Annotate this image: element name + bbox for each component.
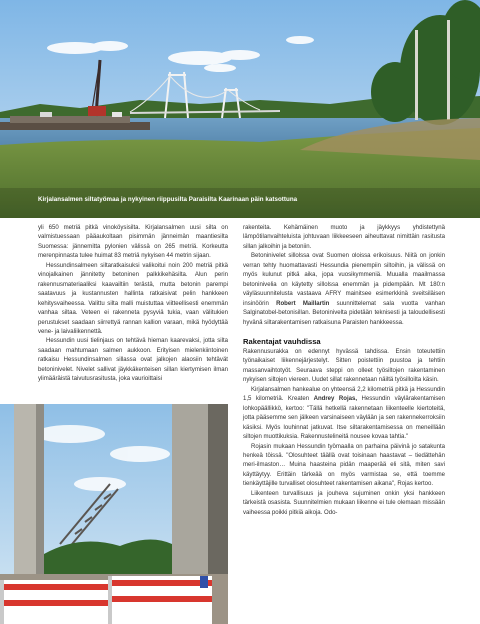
paragraph-text: suunnittelemat sala vuotta vanhan Salginatobel-betonisillan. Betoninivelta pidetään teknisesti ja taloudellisesti hyvänä siltarakentamisen ratkaisuna Paraisten hankkeessa.	[243, 300, 445, 326]
photo-caption: Kirjalansalmen siltatyömaa ja nykyinen riippusilta Paraisilta Kaarinaan päin katsottuna	[38, 196, 298, 203]
section-heading: Rakentajat vauhdissa	[243, 336, 321, 346]
hero-photo	[0, 0, 480, 218]
paragraph-text: Betoninivelet sillolssa ovat Suomen oloissa erikoisuus. Niitä on jonkin verran tehty huomattavasti Hessundia pienempiin siltoihin, ja välissä on myös kulunut pitkä aika, jopa vuosikymmeniä. Muualla maailmassa betoninivelia on käytetty sillolssa enemmän ja pidempään. Mt 180:n väyläsuunnitelusta vastaava AFRY mainitsee esimerkkinä sveitsiläisen insinöörin	[243, 253, 445, 307]
construction-site-illustration	[0, 404, 228, 624]
traffic-barriers	[0, 576, 212, 624]
paragraph: Liikenteen turvallisuus ja jouheva sujuminen onkin yksi hankkeen tärkeistä osasista. Suunnitelmien mukaan liikenne ei tule olemaan missään vaiheessa poikki pitkiä aikoja. Odo-	[243, 490, 445, 516]
construction-photo	[0, 404, 228, 624]
paragraph-text: Hessundin väylärakentamisen lohkopäällikkö, kertoo: "Tällä hetkellä rakennetaan liikenteelle kiertoteitä, jotta pääsemme sen jälkeen varsinaiseen väylään ja sen rakennekerroksiin käsiksi. Myös louhinnat jatkuvat. Itse siltarakentamisessa on meneillään siltojen muottikuksia. Rakennustelineitä nousee kovaa tahtia."	[243, 396, 445, 441]
paragraph: Hessundinsalmeen siltaratkaisuksi valikoitui noin 200 metriä pitkä vinojalkainen jännitetty betoninen palkkikehäsilta. Alun perin rakennusmateriaaliksi kaavailtiin terästä, mutta betonin parempi saatavuus ja kustannusten hallinta ratkaisivat pelin hankkeen kehitysvaiheessa. Valittu silta malli muistuttaa viitteellisesti enemmän vanhaa siltaa. Veteen ei rakenneta pysyviä tukia, vaan välitukien perustukset saadaan siirrettyä rannan kallion varaan, mikä hyödyttää vene- ja laivaliikennettä.	[38, 262, 228, 335]
left-text-column	[38, 224, 228, 385]
paragraph: Rojasin mukaan Hessundin työmaalla on parhaina päivinä jo satakunta henkeä töissä. "Olosuhteet täällä ovat toisinaan haastavat – tiedättehän meri-ilmaston… Muina haasteina pidän maaperää eli sitä, miten savi käyttäytyy. Erittäin tärkeää on myös varmistaa se, että toemme tienkäyttäjille turvalliset olosuhteet rakentamisen aikana", Rojas kertoo.	[243, 443, 445, 488]
paragraph: Hessundin uusi tielinjaus on tehtävä hieman kaarevaksi, jotta silta saadaan mahtumaan salmen aukkoon. Erityisen mielenkiintoinen ratkaisu Hessundinsalmen sillassa ovat jalkojen alaosiin tehtävät betoninivelet. Nivelet sallivat jäykkäkenteisen sillan kiertymisen ilman ylimääräistä taivutusrasitusta, joka vaurioittaisi	[38, 338, 228, 383]
paragraph: rakenteita. Kehämäinen muoto ja jäykkyys yhdistettynä lämpötilanvaihteluista johtuvaan liikkeeseen aiheuttavat nimittäin rasitusta sillan jalkoihin ja betoniin.	[243, 225, 445, 250]
person-name: Robert Maillartin	[276, 300, 330, 307]
paragraph: Rakennusurakka on edennyt hyvässä tahdissa. Ensin toteutettiin työnaikaiset liikennejärjestelyt. Sitten poistettiin puustoa ja tehtiin massanvaihtotyöt. Seuraava steppi on olleet työsiltojen rakentaminen nykyisen siltojen viereen. Uudet sillat rakennetaan näiltä työsilloilta käsin.	[243, 348, 445, 384]
paragraph-text: Kirjalansalmen hankealue on yhteensä 2,2 kilometriä pitkä ja Hessundin 1,5 kilometriä. Kreaten	[243, 386, 445, 403]
person-name: Andrey Rojas,	[313, 396, 358, 403]
paragraph: yli 650 metriä pitkä vinoköysisilta. Kirjalansalmen uusi silta on valmistuessaan pääaukoltaan pisimmän jänneimän maantiesilta Suomessa: jännemitta pylonien välissä on 265 metriä. Korkeutta merenpinnasta tulee huimat 83 metriä nykyisen 44 metrin sijaan.	[38, 225, 228, 260]
bridge-site-illustration	[0, 0, 480, 218]
concrete-column	[172, 404, 208, 579]
right-text-column	[243, 224, 445, 518]
concrete-column	[14, 404, 36, 574]
paragraph	[243, 252, 445, 328]
paragraph	[243, 386, 445, 443]
